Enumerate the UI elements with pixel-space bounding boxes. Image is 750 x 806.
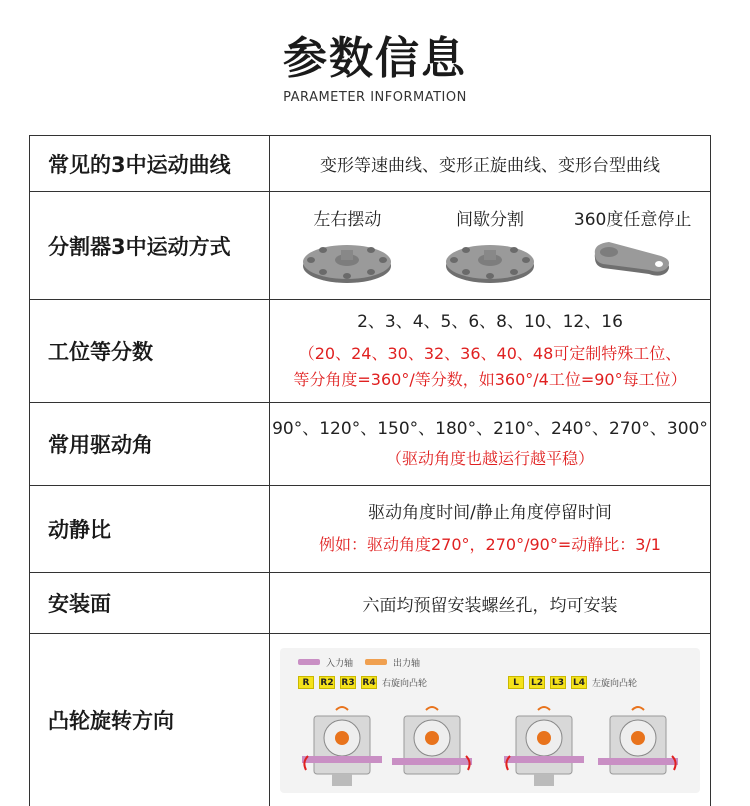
table-row-drive-angle <box>30 403 711 486</box>
parameter-table <box>29 135 711 806</box>
row-value-modes <box>270 192 711 300</box>
input-shaft-swatch <box>298 659 320 665</box>
row-label-ratio: 动静比 <box>30 486 270 573</box>
right-caption: 右旋向凸轮 <box>382 678 428 689</box>
page-title: 参数信息 <box>283 33 467 84</box>
index-plate-icon <box>301 236 393 286</box>
ratio-example: 例如：驱动角度270°，270°/90°=动静比：3/1 <box>319 535 661 554</box>
tag-l4: L4 <box>573 677 585 688</box>
motion-modes <box>270 205 710 286</box>
row-label-modes: 分割器3中运动方式 <box>30 192 270 300</box>
row-label-cam-direction: 凸轮旋转方向 <box>30 634 270 806</box>
page-subtitle: PARAMETER INFORMATION <box>283 90 467 105</box>
table-row-curves <box>30 136 711 192</box>
cam-rotation-diagram <box>280 648 700 793</box>
row-label-drive-angle: 常用驱动角 <box>30 403 270 486</box>
row-value-cam-direction <box>270 634 711 806</box>
mode-label: 360度任意停止 <box>573 210 692 230</box>
legend-input-label: 入力轴 <box>326 658 354 669</box>
output-shaft-swatch <box>365 659 387 665</box>
index-plate-icon <box>444 236 536 286</box>
drive-angle-note: （驱动角度也越运行越平稳） <box>385 449 594 468</box>
stations-note-1: （20、24、30、32、36、40、48可定制特殊工位、 <box>298 344 682 363</box>
left-caption: 左旋向凸轮 <box>592 678 638 689</box>
cam-unit-icon <box>302 696 382 791</box>
tag-l: L <box>508 676 524 689</box>
table-row-stations <box>30 300 711 403</box>
row-value-mounting: 六面均预留安装螺丝孔，均可安装 <box>270 573 711 634</box>
row-label-mounting: 安装面 <box>30 573 270 634</box>
row-value-ratio <box>270 486 711 573</box>
tag-r4: R4 <box>362 677 376 688</box>
row-value-drive-angle <box>270 403 711 486</box>
legend-output-label: 出力轴 <box>393 658 421 669</box>
shaft-legend <box>298 656 420 669</box>
row-value-stations <box>270 300 711 403</box>
stations-values: 2、3、4、5、6、8、10、12、16 <box>357 312 623 332</box>
cam-unit-icon <box>392 696 472 791</box>
tag-r3: R3 <box>341 677 355 688</box>
mode-swing <box>277 205 417 286</box>
row-label-curves: 常见的3中运动曲线 <box>30 136 270 192</box>
mode-label: 左右摆动 <box>313 210 382 230</box>
tag-r: R <box>298 676 314 689</box>
drive-angle-values: 90°、120°、150°、180°、210°、240°、270°、300° <box>272 419 708 439</box>
stations-note-2: 等分角度=360°/等分数，如360°/4工位=90°每工位） <box>293 370 687 389</box>
right-hand-tags <box>298 676 427 689</box>
tag-l2: L2 <box>531 677 543 688</box>
row-label-stations: 工位等分数 <box>30 300 270 403</box>
left-hand-tags <box>508 676 637 689</box>
mode-label: 间歇分割 <box>455 210 524 230</box>
table-row-modes <box>30 192 711 300</box>
tag-l3: L3 <box>552 677 564 688</box>
ratio-definition: 驱动角度时间/静止角度停留时间 <box>368 503 612 523</box>
mode-any-stop <box>563 205 703 286</box>
table-row-cam-direction <box>30 634 711 806</box>
cam-unit-icon <box>598 696 678 791</box>
row-value-curves: 变形等速曲线、变形正旋曲线、变形台型曲线 <box>270 136 711 192</box>
table-row-mounting <box>30 573 711 634</box>
table-row-ratio <box>30 486 711 573</box>
crank-arm-icon <box>587 236 679 286</box>
cam-unit-icon <box>504 696 584 791</box>
mode-indexing <box>420 205 560 286</box>
tag-r2: R2 <box>320 677 334 688</box>
